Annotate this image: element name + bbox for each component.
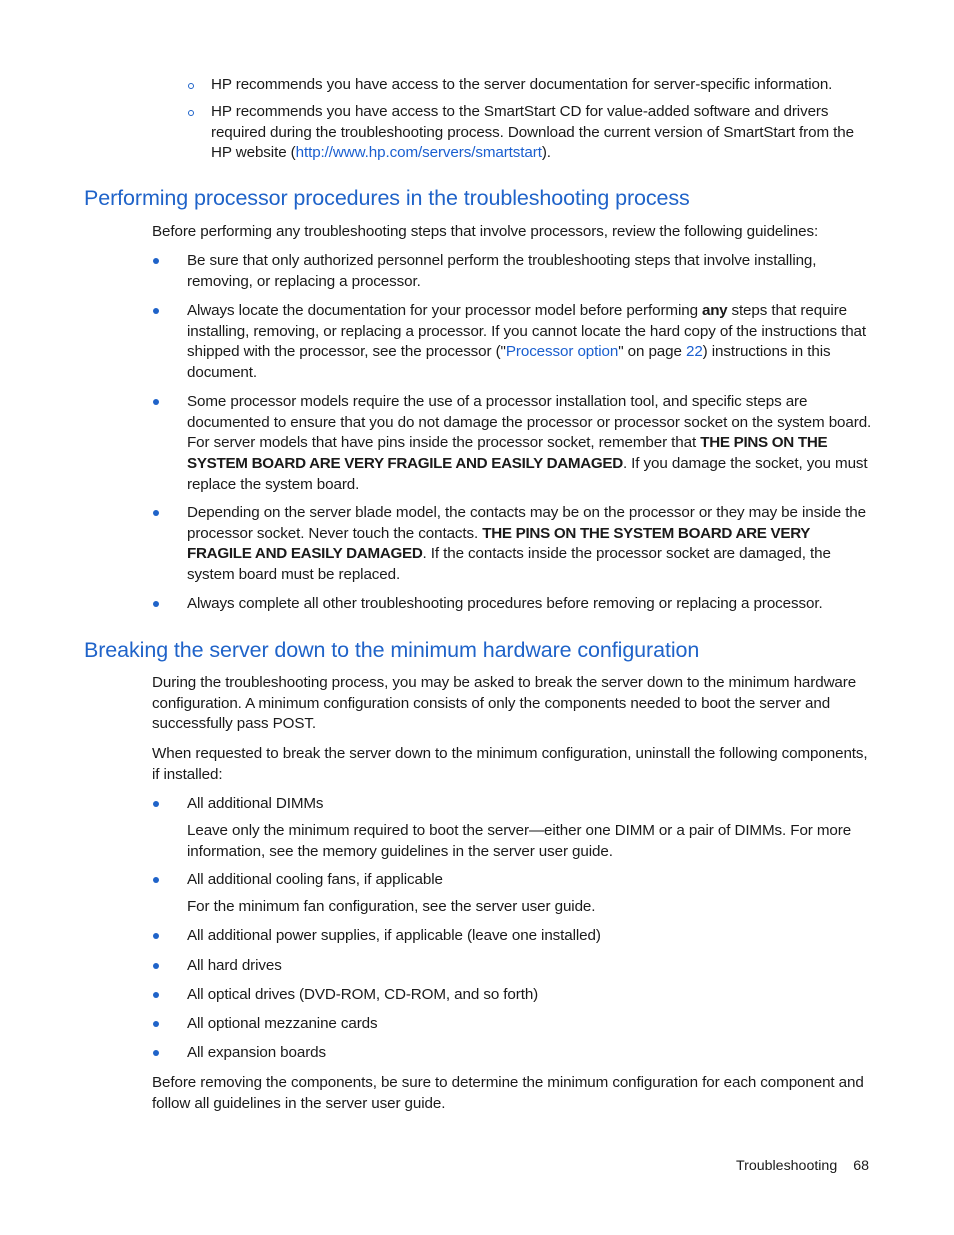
- list-item: All additional power supplies, if applicable (leave one installed): [187, 927, 601, 944]
- bullet-icon: [153, 510, 159, 516]
- list-item: All optional mezzanine cards: [187, 1015, 378, 1032]
- bullet-icon: [153, 258, 159, 264]
- bullet-icon: [153, 308, 159, 314]
- sub-bullet-icon: [188, 83, 194, 89]
- sub-list-item: HP recommends you have access to the SmartStart CD for value-added software and drivers required during the troubleshooting process. Download the current version of SmartStart from the HP website (http://www.hp.com/servers/smartstart).: [211, 103, 854, 162]
- bullet-icon: [153, 399, 159, 405]
- list-item: All expansion boards: [187, 1044, 326, 1061]
- bullet-icon: [153, 1021, 159, 1027]
- section-heading-processor: Performing processor procedures in the troubleshooting process: [84, 186, 690, 210]
- list-item: All additional cooling fans, if applicable: [187, 871, 443, 888]
- processor-option-link[interactable]: Processor option: [505, 343, 619, 361]
- bullet-icon: [153, 1050, 159, 1056]
- section1-intro: Before performing any troubleshooting steps that involve processors, review the following guidelines:: [152, 223, 819, 240]
- list-item: Be sure that only authorized personnel perform the troubleshooting steps that involve installing, removing, or replacing a processor.: [187, 252, 817, 290]
- list-item: Depending on the server blade model, the contacts may be on the processor or they may be inside the processor socket. Never touch the contacts. THE PINS ON THE SYSTEM BOARD ARE VERY FRAGILE AND EASILY DAMAGED. If the contacts inside the processor socket are damaged, the system board must be replaced.: [187, 504, 867, 584]
- sub-bullet-icon: [188, 110, 194, 116]
- section2-paragraph: During the troubleshooting process, you may be asked to break the server down to the minimum hardware configuration. A minimum configuration consists of only the components needed to boot the server and successfully pass POST.: [152, 674, 857, 733]
- list-item-note: For the minimum fan configuration, see the server user guide.: [187, 898, 596, 915]
- footer-section-name: Troubleshooting: [736, 1158, 838, 1174]
- list-item: All optical drives (DVD-ROM, CD-ROM, and so forth): [187, 986, 539, 1003]
- sub-list-item: HP recommends you have access to the server documentation for server-specific information.: [211, 76, 833, 93]
- page-22-link[interactable]: 22: [685, 343, 703, 361]
- page-footer: [736, 1158, 869, 1174]
- list-item: Always locate the documentation for your processor model before performing any steps that require installing, removing, or replacing a processor. If you cannot locate the hard copy of the instructions that shipped with the processor, see the processor ("Processor option" on page 22) instructions in this document.: [187, 302, 867, 382]
- section-heading-minimum-config: Breaking the server down to the minimum hardware configuration: [84, 638, 700, 662]
- bullet-icon: [153, 601, 159, 607]
- list-item: Always complete all other troubleshooting procedures before removing or replacing a processor.: [187, 595, 823, 612]
- bullet-icon: [153, 992, 159, 998]
- list-item: Some processor models require the use of a processor installation tool, and specific steps are documented to ensure that you do not damage the processor or processor socket on the system board. For server models that have pins inside the processor socket, remember that THE PINS ON THE SYSTEM BOARD ARE VERY FRAGILE AND EASILY DAMAGED. If you damage the socket, you must replace the system board.: [187, 393, 872, 493]
- list-item: All additional DIMMs: [187, 795, 324, 812]
- bullet-icon: [153, 933, 159, 939]
- section2-paragraph: When requested to break the server down to the minimum configuration, uninstall the following components, if installed:: [152, 745, 868, 783]
- page-number: 68: [853, 1158, 869, 1174]
- section2-closing: Before removing the components, be sure to determine the minimum configuration for each component and follow all guidelines in the server user guide.: [152, 1074, 864, 1112]
- list-item: All hard drives: [187, 957, 282, 974]
- smartstart-link[interactable]: http://www.hp.com/servers/smartstart: [295, 144, 542, 162]
- bullet-icon: [153, 877, 159, 883]
- list-item-note: Leave only the minimum required to boot the server—either one DIMM or a pair of DIMMs. For more information, see the memory guidelines in the server user guide.: [187, 822, 852, 860]
- bullet-icon: [153, 963, 159, 969]
- bullet-icon: [153, 801, 159, 807]
